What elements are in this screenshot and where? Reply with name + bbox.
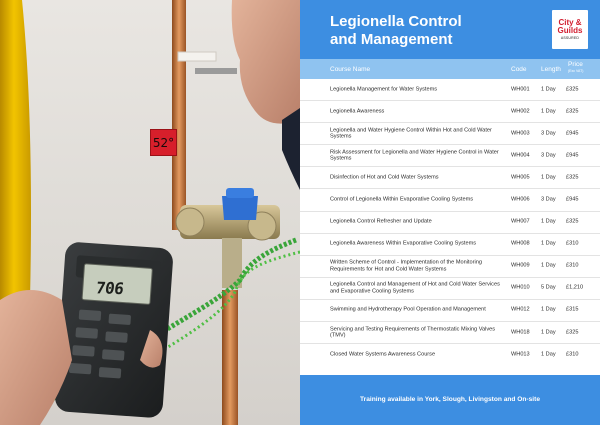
copper-pipe-lower [222, 290, 238, 425]
logo-line-3: ASSURED [560, 35, 580, 40]
course-code: WH012 [511, 307, 530, 314]
course-code: WH010 [511, 285, 530, 292]
course-length: 1 Day [541, 240, 556, 247]
table-row [300, 145, 600, 167]
blue-cap-top [226, 188, 254, 198]
course-price: £310 [566, 240, 579, 247]
course-length: 1 Day [541, 263, 556, 269]
course-name: Legionella Awareness Within Evaporative Cooling Systems [330, 240, 477, 247]
course-price: £945 [566, 130, 579, 137]
course-price: £1,210 [566, 285, 584, 292]
hand-top [232, 0, 300, 124]
column-header-price [568, 62, 583, 74]
course-price: £325 [566, 174, 579, 181]
course-length: 3 Day [541, 196, 556, 203]
title-line-1: Legionella Control [330, 13, 462, 30]
price-label: Price [568, 61, 583, 68]
course-length: 1 Day [541, 329, 556, 336]
page-title [330, 13, 530, 49]
table-row [300, 167, 600, 189]
course-price: £315 [566, 307, 579, 314]
table-row [300, 300, 600, 322]
probe-rod [195, 68, 237, 74]
panel-header [300, 0, 600, 59]
course-name: Closed Water Systems Awareness Course [330, 351, 436, 358]
course-name: Legionella Awareness [330, 108, 385, 115]
footer-banner: Training available in York, Slough, Livingston and On-site [300, 375, 600, 425]
course-code: WH008 [511, 240, 530, 247]
course-length: 1 Day [541, 108, 556, 115]
table-row [300, 256, 600, 278]
course-name: Legionella Control Refresher and Update [330, 218, 432, 225]
course-length: 1 Day [541, 218, 556, 225]
course-name: Disinfection of Hot and Cold Water Systems [330, 174, 439, 181]
column-header-code: Code [511, 66, 527, 73]
course-name: Servicing and Testing Requirements of Thermostatic Mixing Valves (TMV) [330, 325, 496, 339]
course-code: WH002 [511, 108, 530, 115]
course-code: WH001 [511, 86, 530, 93]
course-name: Legionella and Water Hygiene Control Within Hot and Cold Water Systems [330, 127, 492, 140]
course-table [300, 79, 600, 366]
table-row [300, 344, 600, 366]
table-row [300, 322, 600, 344]
column-header-length: Length [541, 66, 561, 73]
table-row [300, 189, 600, 211]
course-code: WH009 [511, 263, 530, 269]
pipe-clip [178, 52, 216, 61]
logo-line-1: City & [558, 17, 582, 27]
course-code: WH004 [511, 152, 530, 159]
course-name: Written Scheme of Control - Implementation of the Monitoring Requirements for Hot and Cold Water Systems [330, 259, 482, 273]
table-row [300, 101, 600, 123]
digital-thermometer [54, 241, 174, 418]
course-code: WH006 [511, 196, 530, 203]
blue-valve-cap [222, 196, 258, 220]
course-name: Legionella Control and Management of Hot and Cold Water Services and Evaporative Cooling Systems [330, 281, 500, 295]
course-price: £325 [566, 218, 579, 225]
table-row [300, 278, 600, 300]
copper-pipe-vertical [172, 0, 186, 230]
course-name: Legionella Management for Water Systems [330, 86, 438, 93]
table-row [300, 79, 600, 101]
course-length: 3 Day [541, 152, 556, 159]
city-guilds-logo [552, 10, 588, 49]
table-row [300, 212, 600, 234]
table-row [300, 234, 600, 256]
course-length: 5 Day [541, 285, 556, 292]
course-price: £325 [566, 108, 579, 115]
course-length: 1 Day [541, 86, 556, 93]
course-length: 3 Day [541, 130, 556, 137]
course-code: WH018 [511, 329, 530, 336]
course-name: Risk Assessment for Legionella and Water Hygiene Control in Water Systems [330, 149, 499, 162]
course-panel [300, 0, 600, 425]
price-vat-note: (Exc VAT) [568, 69, 584, 73]
course-price: £945 [566, 196, 579, 203]
course-length: 1 Day [541, 174, 556, 181]
temperature-sign: 52° [150, 129, 177, 156]
course-length: 1 Day [541, 351, 556, 358]
course-code: WH005 [511, 174, 530, 181]
logo-line-2: Guilds [557, 25, 583, 35]
course-price: £325 [566, 86, 579, 93]
course-length: 1 Day [541, 307, 556, 314]
column-header-name: Course Name [330, 66, 371, 73]
course-name: Swimming and Hydrotherapy Pool Operation and Management [330, 307, 486, 314]
table-header [300, 59, 600, 79]
course-name: Control of Legionella Within Evaporative Cooling Systems [330, 196, 474, 203]
title-line-2: and Management [330, 31, 453, 48]
course-code: WH007 [511, 218, 530, 225]
course-price: £325 [566, 329, 579, 336]
course-price: £310 [566, 351, 579, 358]
course-code: WH003 [511, 130, 530, 137]
sleeve-dark [282, 108, 300, 190]
course-price: £945 [566, 152, 579, 159]
valve-nut-left [176, 208, 204, 236]
table-row [300, 123, 600, 145]
course-price: £310 [566, 263, 579, 269]
course-code: WH013 [511, 351, 530, 358]
meter-reading: 706 [94, 278, 125, 299]
